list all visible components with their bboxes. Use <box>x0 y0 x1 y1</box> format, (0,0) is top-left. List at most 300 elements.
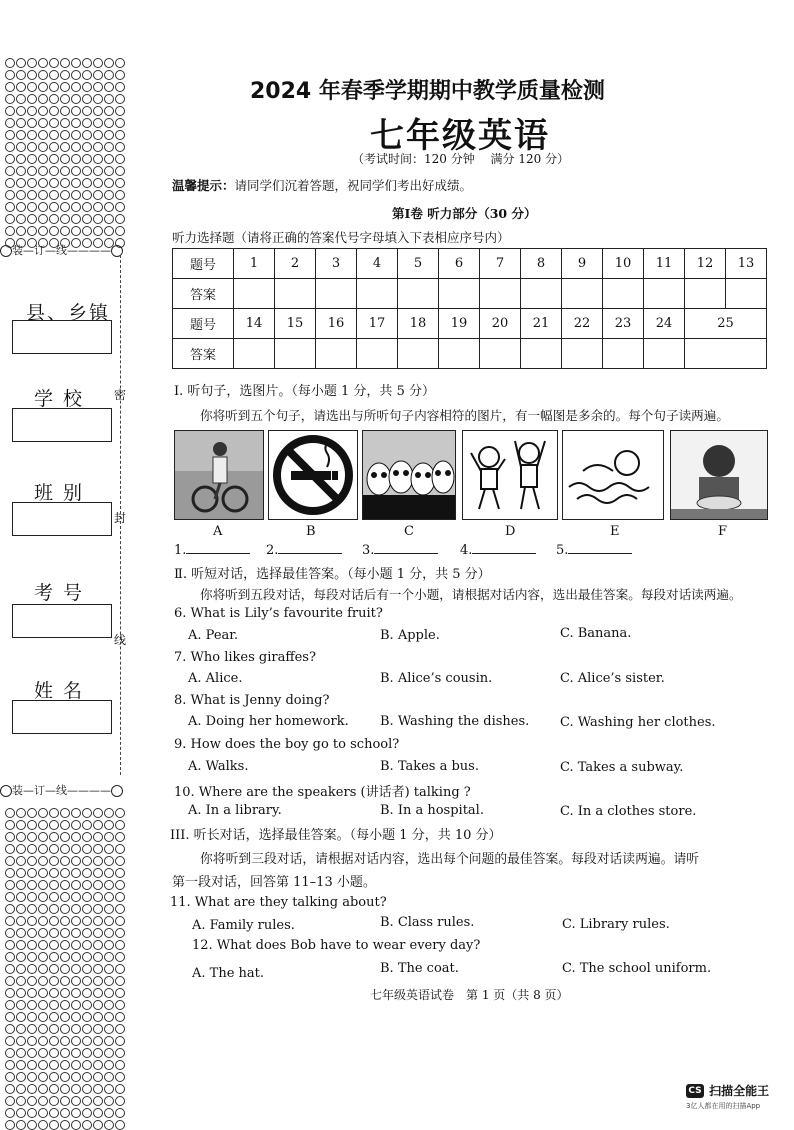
binding-dot <box>38 214 48 224</box>
binding-dot <box>16 1012 26 1022</box>
binding-dot <box>82 70 92 80</box>
binding-dot <box>16 916 26 926</box>
binding-dot <box>38 82 48 92</box>
picture-label-c: C <box>404 524 414 539</box>
binding-dot <box>104 868 114 878</box>
binding-dot <box>27 1084 37 1094</box>
binding-dot <box>93 1024 103 1034</box>
binding-dot <box>27 928 37 938</box>
binding-dot <box>93 202 103 212</box>
binding-dot <box>71 1120 81 1130</box>
binding-dot <box>38 1036 48 1046</box>
binding-dot <box>49 1108 59 1118</box>
binding-dot <box>104 214 114 224</box>
binding-dot <box>16 1108 26 1118</box>
binding-dot <box>60 70 70 80</box>
binding-dot <box>27 964 37 974</box>
binding-dot <box>16 166 26 176</box>
answer-cell[interactable] <box>316 339 357 369</box>
binding-dot <box>82 1120 92 1130</box>
binding-dot <box>82 844 92 854</box>
binding-dot <box>115 844 125 854</box>
binding-dot <box>49 226 59 236</box>
tip <box>172 176 472 194</box>
swimming-icon <box>563 431 663 519</box>
option-12c: C. The school uniform. <box>562 961 712 976</box>
binding-dot <box>60 880 70 890</box>
binding-dot <box>60 1084 70 1094</box>
binding-dot <box>38 178 48 188</box>
question-number: 21 <box>521 309 562 339</box>
binding-dot <box>115 202 125 212</box>
binding-dot <box>104 1084 114 1094</box>
binding-dot <box>82 1000 92 1010</box>
binding-dot <box>16 118 26 128</box>
binding-dot <box>60 1060 70 1070</box>
binding-dot <box>49 214 59 224</box>
answer-cell[interactable] <box>685 279 726 309</box>
binding-dot <box>104 1120 114 1130</box>
section-3-desc-2: 第一段对话，回答第 11–13 小题。 <box>172 875 376 890</box>
binding-dot <box>38 142 48 152</box>
binding-dot <box>60 1024 70 1034</box>
binding-dot <box>60 808 70 818</box>
binding-dot <box>115 1072 125 1082</box>
binding-dot <box>115 1036 125 1046</box>
option-7a: A. Alice. <box>188 671 243 686</box>
question-8: 8. What is Jenny doing? <box>174 693 330 708</box>
binding-dot <box>82 226 92 236</box>
answer-cell[interactable] <box>275 339 316 369</box>
binding-dot <box>16 226 26 236</box>
binding-dot <box>93 1072 103 1082</box>
binding-dot <box>27 1036 37 1046</box>
option-6c: C. Banana. <box>560 626 632 641</box>
binding-dot <box>27 1012 37 1022</box>
option-10b: B. In a hospital. <box>380 803 484 818</box>
binding-dot <box>71 70 81 80</box>
binding-dot <box>60 940 70 950</box>
binding-dot <box>104 118 114 128</box>
binding-dot <box>93 1108 103 1118</box>
binding-dot <box>49 130 59 140</box>
binding-dot <box>16 1072 26 1082</box>
binding-dot <box>38 58 48 68</box>
question-number: 12 <box>685 249 726 279</box>
binding-dot <box>38 130 48 140</box>
binding-dot <box>82 190 92 200</box>
binding-dot <box>104 952 114 962</box>
binding-dot <box>104 58 114 68</box>
option-11b: B. Class rules. <box>380 915 475 930</box>
question-number: 16 <box>316 309 357 339</box>
binding-dot <box>104 880 114 890</box>
binding-dot <box>82 1084 92 1094</box>
binding-dot <box>71 1048 81 1058</box>
binding-dot <box>27 214 37 224</box>
option-9c: C. Takes a subway. <box>560 760 684 775</box>
binding-dot <box>49 1024 59 1034</box>
option-10a: A. In a library. <box>188 803 282 818</box>
binding-dot <box>27 118 37 128</box>
binding-dot <box>16 928 26 938</box>
binding-dot <box>93 820 103 830</box>
option-9a: A. Walks. <box>188 759 249 774</box>
binding-dot <box>115 1060 125 1070</box>
binding-dot <box>5 82 15 92</box>
binding-dot <box>49 82 59 92</box>
binding-dot <box>115 178 125 188</box>
answer-cell[interactable] <box>644 279 685 309</box>
binding-dot <box>82 1048 92 1058</box>
binding-dot <box>38 1000 48 1010</box>
side-char-feng: 封 <box>114 511 127 525</box>
binding-dot <box>27 1108 37 1118</box>
binding-dot <box>104 1096 114 1106</box>
option-10c: C. In a clothes store. <box>560 804 697 819</box>
binding-dot <box>16 892 26 902</box>
question-number: 13 <box>726 249 767 279</box>
binding-dot <box>115 880 125 890</box>
binding-dot <box>93 118 103 128</box>
binding-dot <box>115 226 125 236</box>
binding-dot <box>104 82 114 92</box>
binding-dot <box>38 1072 48 1082</box>
binding-line-bottom: 装—订—线———— <box>0 782 123 798</box>
answer-cell[interactable] <box>480 279 521 309</box>
binding-dot <box>104 928 114 938</box>
binding-dot <box>16 1096 26 1106</box>
picture-f-boy-eating <box>670 430 768 520</box>
binding-dot <box>60 226 70 236</box>
binding-dot <box>71 106 81 116</box>
binding-dot <box>16 178 26 188</box>
binding-dot <box>104 70 114 80</box>
binding-dot <box>5 868 15 878</box>
binding-dot <box>5 1096 15 1106</box>
question-number: 20 <box>480 309 521 339</box>
binding-dot <box>82 976 92 986</box>
answer-cell[interactable] <box>398 279 439 309</box>
binding-dot <box>5 1072 15 1082</box>
pandas-icon <box>363 431 455 519</box>
binding-dot <box>104 832 114 842</box>
binding-dot <box>49 964 59 974</box>
part-title: 第Ⅰ卷 听力部分（30 分） <box>392 206 537 221</box>
picture-c-pandas <box>362 430 456 520</box>
binding-dot <box>93 70 103 80</box>
question-number: 24 <box>644 309 685 339</box>
binding-dot <box>5 202 15 212</box>
binding-dot <box>5 94 15 104</box>
option-6a: A. Pear. <box>188 628 239 643</box>
binding-dot <box>60 130 70 140</box>
answer-cell[interactable] <box>521 279 562 309</box>
binding-dot <box>71 1072 81 1082</box>
exam-number-input[interactable] <box>12 604 112 638</box>
binding-dot <box>104 130 114 140</box>
binding-dot <box>38 820 48 830</box>
binding-dot-pattern-top <box>5 58 125 248</box>
binding-dot <box>104 820 114 830</box>
binding-dot <box>49 976 59 986</box>
binding-dot <box>5 916 15 926</box>
binding-dot <box>5 1108 15 1118</box>
scanner-watermark <box>686 1080 769 1111</box>
binding-dot <box>60 142 70 152</box>
option-11a: A. Family rules. <box>192 918 295 933</box>
binding-dot <box>16 1084 26 1094</box>
binding-dot <box>38 964 48 974</box>
option-8a: A. Doing her homework. <box>188 714 349 729</box>
binding-dot <box>27 808 37 818</box>
binding-dot <box>38 856 48 866</box>
subject-title: 七年级英语 <box>370 116 550 156</box>
binding-dot <box>5 178 15 188</box>
binding-dot <box>16 190 26 200</box>
binding-dot <box>60 820 70 830</box>
binding-dot <box>60 1048 70 1058</box>
binding-dot <box>71 916 81 926</box>
question-number: 23 <box>603 309 644 339</box>
binding-dot <box>115 904 125 914</box>
binding-dot <box>93 892 103 902</box>
binding-dot <box>82 118 92 128</box>
binding-dot <box>49 856 59 866</box>
answer-cell[interactable] <box>603 339 644 369</box>
binding-dot <box>5 142 15 152</box>
binding-dot <box>38 1120 48 1130</box>
binding-dot <box>93 904 103 914</box>
answer-cell[interactable] <box>685 339 767 369</box>
question-number: 10 <box>603 249 644 279</box>
school-input[interactable] <box>12 408 112 442</box>
binding-dot <box>93 154 103 164</box>
binding-dot <box>5 1048 15 1058</box>
binding-dot <box>5 166 15 176</box>
binding-dot <box>27 1096 37 1106</box>
no-smoking-icon <box>269 431 357 519</box>
binding-dot <box>16 964 26 974</box>
binding-dot <box>93 1012 103 1022</box>
binding-dot <box>49 94 59 104</box>
question-11: 11. What are they talking about? <box>170 895 387 910</box>
answer-blank-4[interactable]: 4. <box>460 541 536 558</box>
table-instruction: 听力选择题（请将正确的答案代号字母填入下表相应序号内） <box>172 230 510 245</box>
answer-cell[interactable] <box>726 279 767 309</box>
binding-dot <box>104 856 114 866</box>
class-input[interactable] <box>12 502 112 536</box>
binding-dot <box>60 844 70 854</box>
binding-dot <box>38 166 48 176</box>
binding-dot <box>71 976 81 986</box>
binding-dot <box>16 832 26 842</box>
answer-row-2 <box>173 339 767 369</box>
answer-blank-2[interactable]: 2. <box>266 541 342 558</box>
binding-dot <box>82 820 92 830</box>
answer-cell[interactable] <box>439 339 480 369</box>
binding-dot <box>27 1120 37 1130</box>
option-11c: C. Library rules. <box>562 917 670 932</box>
binding-dot <box>82 142 92 152</box>
binding-dot <box>115 1000 125 1010</box>
binding-dot <box>27 142 37 152</box>
tip-label: 温馨提示： <box>172 178 235 193</box>
binding-dot <box>16 976 26 986</box>
binding-dot <box>16 58 26 68</box>
binding-dot <box>5 70 15 80</box>
binding-dot <box>60 868 70 878</box>
question-label: 题号 <box>173 309 234 339</box>
binding-dot <box>49 70 59 80</box>
binding-dot <box>27 94 37 104</box>
binding-dot <box>49 190 59 200</box>
answer-cell[interactable] <box>562 339 603 369</box>
picture-d-kids-exercise <box>462 430 558 520</box>
question-number: 14 <box>234 309 275 339</box>
binding-dot <box>93 928 103 938</box>
binding-dot <box>38 808 48 818</box>
answer-blank-3[interactable]: 3. <box>362 541 438 558</box>
binding-dot <box>27 190 37 200</box>
binding-dot <box>82 940 92 950</box>
side-char-xian: 线 <box>114 633 127 647</box>
section-1-desc: 你将听到五个句子，请选出与所听句子内容相符的图片，有一幅图是多余的。每个句子读两遍。 <box>200 408 729 423</box>
binding-dot <box>5 940 15 950</box>
binding-dot <box>93 988 103 998</box>
binding-dot <box>71 880 81 890</box>
question-number: 4 <box>357 249 398 279</box>
binding-dot <box>49 202 59 212</box>
binding-dot <box>5 904 15 914</box>
binding-dot <box>16 82 26 92</box>
binding-dot <box>104 154 114 164</box>
answer-cell[interactable] <box>603 279 644 309</box>
binding-dot <box>115 940 125 950</box>
binding-dot <box>38 94 48 104</box>
binding-dot <box>93 808 103 818</box>
binding-dot <box>71 856 81 866</box>
name-label: 姓 名 <box>34 680 85 702</box>
binding-dot <box>49 1000 59 1010</box>
binding-dot <box>104 988 114 998</box>
binding-dot <box>115 106 125 116</box>
answer-cell[interactable] <box>357 339 398 369</box>
binding-dot <box>38 1012 48 1022</box>
question-number: 1 <box>234 249 275 279</box>
binding-dot <box>38 976 48 986</box>
boy-eating-icon <box>671 431 767 519</box>
binding-dot <box>27 1000 37 1010</box>
binding-dot <box>71 1000 81 1010</box>
binding-dot <box>93 1000 103 1010</box>
answer-cell[interactable] <box>562 279 603 309</box>
option-6b: B. Apple. <box>380 628 440 643</box>
binding-dot <box>71 214 81 224</box>
binding-dot <box>49 1096 59 1106</box>
binding-dot <box>49 928 59 938</box>
circle-icon <box>0 785 12 797</box>
option-8b: B. Washing the dishes. <box>380 714 530 729</box>
binding-dot <box>104 190 114 200</box>
answer-cell[interactable] <box>357 279 398 309</box>
class-label: 班 别 <box>34 482 85 504</box>
answer-cell[interactable] <box>644 339 685 369</box>
binding-dot <box>82 1036 92 1046</box>
answer-cell[interactable] <box>398 339 439 369</box>
binding-dot <box>104 892 114 902</box>
binding-dot <box>38 940 48 950</box>
binding-dot <box>104 166 114 176</box>
binding-dot <box>82 1108 92 1118</box>
binding-dot <box>38 190 48 200</box>
binding-dot <box>93 844 103 854</box>
answer-blank-1[interactable]: 1. <box>174 541 250 558</box>
binding-dot <box>49 58 59 68</box>
binding-dot <box>38 916 48 926</box>
answer-cell[interactable] <box>275 279 316 309</box>
picture-label-b: B <box>306 524 316 539</box>
binding-dot <box>82 106 92 116</box>
answer-cell[interactable] <box>316 279 357 309</box>
binding-dot <box>5 190 15 200</box>
page-footer: 七年级英语试卷 第 1 页（共 8 页） <box>370 988 569 1002</box>
binding-dot <box>38 1096 48 1106</box>
binding-dot <box>5 154 15 164</box>
binding-dot <box>49 178 59 188</box>
binding-dot <box>5 226 15 236</box>
binding-dot <box>115 964 125 974</box>
binding-dot <box>82 856 92 866</box>
binding-dot <box>93 868 103 878</box>
binding-dot <box>71 1096 81 1106</box>
answer-cell[interactable] <box>234 279 275 309</box>
binding-dot <box>38 202 48 212</box>
binding-dot <box>38 1060 48 1070</box>
question-9: 9. How does the boy go to school? <box>174 737 400 752</box>
binding-dot <box>27 904 37 914</box>
name-input[interactable] <box>12 700 112 734</box>
answer-cell[interactable] <box>521 339 562 369</box>
question-number: 9 <box>562 249 603 279</box>
answer-cell[interactable] <box>439 279 480 309</box>
binding-dot <box>93 226 103 236</box>
binding-dot <box>5 964 15 974</box>
binding-dot <box>115 1024 125 1034</box>
question-6: 6. What is Lily’s favourite fruit? <box>174 606 383 621</box>
binding-dot <box>104 916 114 926</box>
binding-dot <box>16 1036 26 1046</box>
county-input[interactable] <box>12 320 112 354</box>
binding-dot <box>49 1084 59 1094</box>
option-9b: B. Takes a bus. <box>380 759 479 774</box>
answer-cell[interactable] <box>480 339 521 369</box>
answer-blank-5[interactable]: 5. <box>556 541 632 558</box>
binding-dot <box>5 988 15 998</box>
binding-dot <box>5 58 15 68</box>
binding-dot <box>82 1024 92 1034</box>
binding-dot <box>71 1084 81 1094</box>
question-number-row-2 <box>173 309 767 339</box>
circle-icon <box>111 245 123 257</box>
answer-cell[interactable] <box>234 339 275 369</box>
binding-dot <box>16 988 26 998</box>
binding-dot <box>38 880 48 890</box>
binding-dot <box>16 1060 26 1070</box>
binding-dot <box>38 106 48 116</box>
binding-dot <box>60 928 70 938</box>
section-3-title: III. 听长对话，选择最佳答案。（每小题 1 分，共 10 分） <box>170 828 502 843</box>
